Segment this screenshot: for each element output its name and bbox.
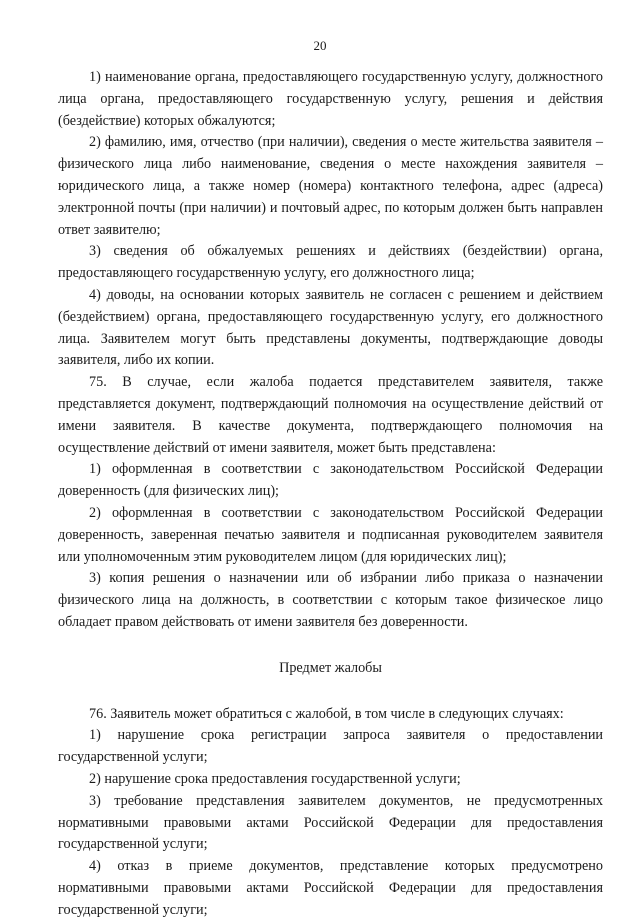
- paragraph-76-item-3: 3) требование представления заявителем документов, не предусмотренных нормативными правовыми актами Российской Федерации для предоставления государственной услуги;: [58, 792, 603, 853]
- paragraph-75: 75. В случае, если жалоба подается представителем заявителя, также представляется документ, подтверждающий полномочия на осуществление действий от имени заявителя. В качестве документа, подтверждающего полномочия на осуществление действий от имени заявителя, может быть представлена:: [58, 374, 603, 456]
- paragraph-76-item-4: 4) отказ в приеме документов, представление которых предусмотрено нормативными правовыми актами Российской Федерации для предоставления государственной услуги;: [58, 858, 603, 918]
- page-number: 20: [313, 38, 327, 53]
- document-body: [58, 67, 603, 921]
- paragraph-76-item-1: 1) нарушение срока регистрации запроса заявителя о предоставлении государственной услуги;: [58, 727, 603, 766]
- paragraph-76: 76. Заявитель может обратиться с жалобой, в том числе в следующих случаях:: [89, 705, 564, 722]
- paragraph-75-item-2: 2) оформленная в соответствии с законодательством Российской Федерации доверенность, заверенная печатью заявителя и подписанная руководителем заявителя или уполномоченным этим руководителем лицом (для юридических лиц);: [58, 504, 603, 565]
- paragraph-item-1-subject: 1) наименование органа, предоставляющего государственную услугу, должностного лица органа, предоставляющего государственную услугу, решения и действия (бездействие) которых обжалуются;: [58, 69, 603, 129]
- paragraph-item-3-appealed-decisions: 3) сведения об обжалуемых решениях и действиях (бездействии) органа, предоставляющего государственную услугу, его должностного лица;: [58, 243, 603, 282]
- section-heading: Предмет жалобы: [279, 659, 382, 676]
- paragraph-item-2-applicant-details: 2) фамилию, имя, отчество (при наличии), сведения о месте жительства заявителя – физического лица либо наименование, сведения о месте нахождения заявителя – юридического лица, а также номер (номера) контактного телефона, адрес (адреса) электронной почты (при наличии) и почтовый адрес, по которым должен быть направлен ответ заявителю;: [58, 134, 603, 238]
- paragraph-75-item-1: 1) оформленная в соответствии с законодательством Российской Федерации доверенность (для физических лиц);: [58, 461, 603, 500]
- paragraph-75-item-3: 3) копия решения о назначении или об избрании либо приказа о назначении физического лица на должность, в соответствии с которым такое физическое лицо обладает правом действовать от имени заявителя без доверенности.: [58, 570, 603, 630]
- paragraph-item-4-arguments: 4) доводы, на основании которых заявитель не согласен с решением и действием (бездействием) органа, предоставляющего государственную услугу, его должностного лица. Заявителем могут быть представлены документы, подтверждающие доводы заявителя, либо их копии.: [58, 286, 603, 369]
- paragraph-76-item-2: 2) нарушение срока предоставления государственной услуги;: [89, 770, 461, 787]
